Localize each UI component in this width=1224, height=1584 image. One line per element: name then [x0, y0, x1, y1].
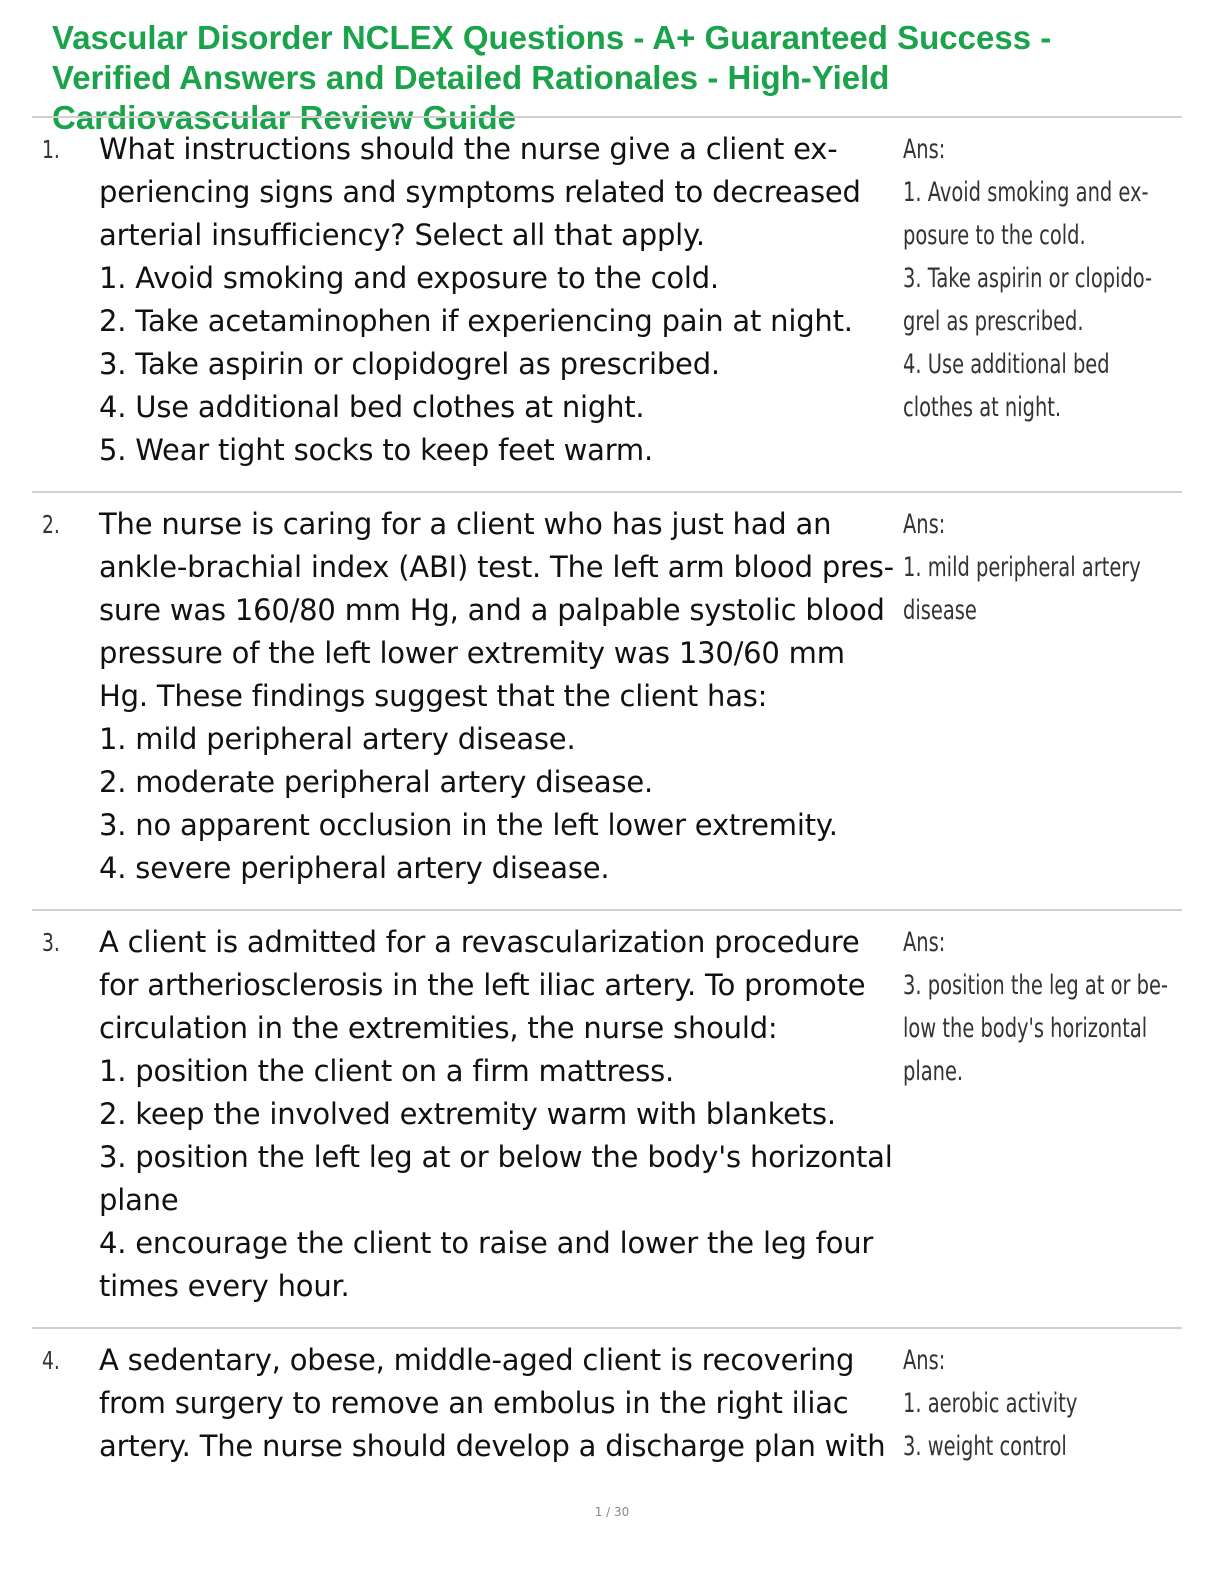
answer-line: low the body's horizontal [903, 1013, 1148, 1044]
page-number: 1 / 30 [594, 1505, 630, 1519]
question-option: 3. no apparent occlusion in the left lower extremity. [99, 808, 838, 842]
question-option: 1. mild peripheral artery disease. [99, 722, 576, 756]
question-option: 4. severe peripheral artery disease. [99, 851, 610, 885]
answer-line: Ans: [903, 927, 946, 958]
question-option: 4. encourage the client to raise and lower the leg four [99, 1226, 874, 1260]
question-option: 4. Use additional bed clothes at night. [99, 390, 645, 424]
answer-line: 3. Take aspirin or clopido- [903, 263, 1153, 294]
question-line: arterial insufficiency? Select all that apply. [99, 218, 705, 252]
title-line-2: Verified Answers and Detailed Rationales - High-Yield [52, 59, 890, 96]
answer-line: 1. mild peripheral artery [903, 552, 1141, 583]
question-text [99, 503, 899, 890]
divider [32, 491, 1182, 493]
answer-line: posure to the cold. [903, 220, 1086, 251]
question-line: A sedentary, obese, middle-aged client is recovering [99, 1343, 855, 1377]
question-line: What instructions should the nurse give a client ex- [99, 132, 838, 166]
answer-line: 4. Use additional bed [903, 349, 1110, 380]
answer-line: Ans: [903, 509, 946, 540]
title-line-1: Vascular Disorder NCLEX Questions - A+ Guaranteed Success - [52, 19, 1052, 56]
question-line: artery. The nurse should develop a discharge plan with [99, 1429, 886, 1463]
question-option: 2. keep the involved extremity warm with blankets. [99, 1097, 836, 1131]
answer [903, 128, 1153, 429]
answer-line: disease [903, 595, 977, 626]
question-option: 2. Take acetaminophen if experiencing pain at night. [99, 304, 853, 338]
question-option: 1. position the client on a firm mattress. [99, 1054, 675, 1088]
divider [32, 909, 1182, 911]
question-text [99, 128, 899, 472]
answer-line: 1. aerobic activity [903, 1388, 1078, 1419]
question-option: 1. Avoid smoking and exposure to the cold. [99, 261, 719, 295]
question-option: 2. moderate peripheral artery disease. [99, 765, 654, 799]
question-line: sure was 160/80 mm Hg, and a palpable systolic blood [99, 593, 885, 627]
answer-line: plane. [903, 1056, 964, 1087]
answer-line: Ans: [903, 134, 946, 165]
answer [903, 1339, 1119, 1468]
question-line: A client is admitted for a revascularization procedure [99, 925, 860, 959]
question-line: for artheriosclerosis in the left iliac artery. To promote [99, 968, 866, 1002]
question-line: circulation in the extremities, the nurse should: [99, 1011, 778, 1045]
question-line: The nurse is caring for a client who has just had an [99, 507, 832, 541]
answer-line: 3. position the leg at or be- [903, 970, 1168, 1001]
question-option: times every hour. [99, 1269, 350, 1303]
question-option: plane [99, 1183, 179, 1217]
question-text [99, 921, 899, 1308]
question-option: 3. Take aspirin or clopidogrel as prescribed. [99, 347, 720, 381]
answer [903, 503, 1141, 632]
question-line: Hg. These findings suggest that the client has: [99, 679, 768, 713]
answer-line: clothes at night. [903, 392, 1062, 423]
question-number: 1. [42, 135, 60, 164]
document-title [52, 18, 1182, 138]
answer-line: Ans: [903, 1345, 946, 1376]
title-line-3: Cardiovascular Review Guide [52, 99, 517, 136]
question-number: 3. [42, 928, 60, 957]
question-line: pressure of the left lower extremity was 130/60 mm [99, 636, 845, 670]
question-option: 3. position the left leg at or below the body's horizontal [99, 1140, 893, 1174]
divider [32, 1327, 1182, 1329]
answer-line: grel as prescribed. [903, 306, 1084, 337]
question-text [99, 1339, 899, 1468]
question-number: 4. [42, 1346, 60, 1375]
question-option: 5. Wear tight socks to keep feet warm. [99, 433, 653, 467]
question-number: 2. [42, 510, 60, 539]
answer [903, 921, 1168, 1093]
answer-line: 1. Avoid smoking and ex- [903, 177, 1149, 208]
answer-line: 3. weight control [903, 1431, 1067, 1462]
question-line: periencing signs and symptoms related to decreased [99, 175, 861, 209]
divider [32, 116, 1182, 118]
question-line: ankle-brachial index (ABI) test. The left arm blood pres- [99, 550, 894, 584]
question-line: from surgery to remove an embolus in the right iliac [99, 1386, 849, 1420]
